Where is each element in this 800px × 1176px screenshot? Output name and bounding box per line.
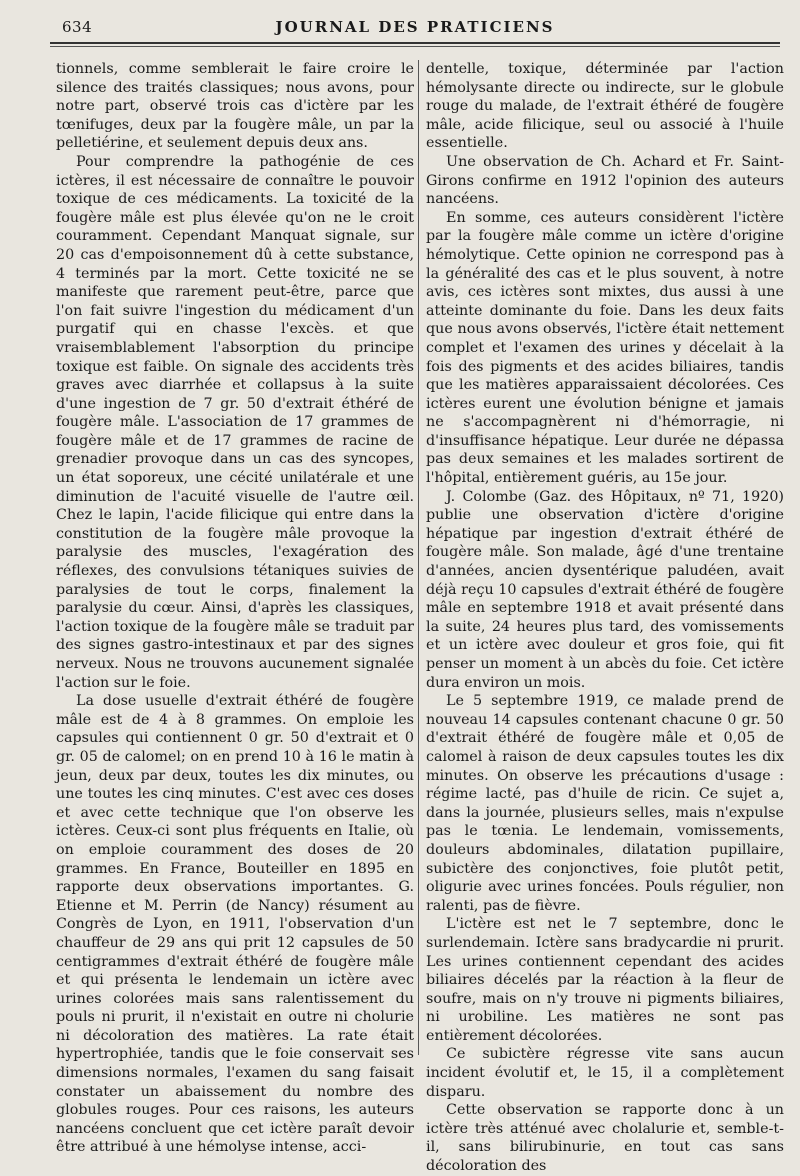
- left-column: [56, 60, 414, 1157]
- page-number: 634: [62, 18, 93, 36]
- paragraph: Une observation de Ch. Achard et Fr. Saint-Girons confirme en 1912 l'opinion des auteurs nancéens.: [426, 153, 784, 208]
- column-divider: [418, 60, 419, 1055]
- journal-title: JOURNAL DES PRATICIENS: [275, 18, 555, 36]
- header-rule: [50, 42, 780, 44]
- paragraph: L'ictère est net le 7 septembre, donc le surlendemain. Ictère sans bradycardie ni prurit. Les urines contiennent cependant des acides biliaires décelés par la réaction à la fleur de soufre, mais on n'y trouve ni pigments biliaires, ni urobiline. Les matières ne sont pas entièrement décolorées.: [426, 916, 784, 1044]
- paragraph: La dose usuelle d'extrait éthéré de fougère mâle est de 4 à 8 grammes. On emploie les capsules qui contiennent 0 gr. 50 d'extrait et 0 gr. 05 de calomel; on en prend 10 à 16 le matin à jeun, deux par deux, toutes les dix minutes, ou une toutes les cinq minutes. C'est avec ces doses et avec cette technique que l'on observe les ictères. Ceux-ci sont plus fréquents en Italie, où on emploie couramment des doses de 20 grammes. En France, Bouteiller en 1895 en rapporte deux observations importantes. G. Etienne et M. Perrin (de Nancy) résument au Congrès de Lyon, en 1911, l'observation d'un chauffeur de 29 ans qui prit 12 capsules de 50 centigrammes d'extrait éthéré de fougère mâle et qui présenta le lendemain un ictère avec urines colorées mais sans ralentissement du pouls ni prurit, il n'existait en outre ni cholurie ni décoloration des matières. La rate était hypertrophiée, tandis que le foie conservait ses dimensions normales, l'examen du sang faisait constater un abaissement du nombre des globules rouges. Pour ces raisons, les auteurs nancéens concluent que cet ictère paraît devoir être attribué à une hémolyse intense, acci-: [56, 693, 414, 1156]
- paragraph: Ce subictère régresse vite sans aucun incident évolutif et, le 15, il a complètement disparu.: [426, 1046, 784, 1100]
- paragraph: dentelle, toxique, déterminée par l'action hémolysante directe ou indirecte, sur le globule rouge du malade, de l'extrait éthéré de fougère mâle, acide filicique, seul ou associé à l'huile essentielle.: [426, 61, 784, 152]
- paragraph: Le 5 septembre 1919, ce malade prend de nouveau 14 capsules contenant chacune 0 gr. 50 d'extrait éthéré de fougère mâle et 0,05 de calomel à raison de deux capsules toutes les dix minutes. On observe les précautions d'usage : régime lacté, pas d'huile de ricin. Ce sujet a, dans la journée, plusieurs selles, mais n'expulse pas le tœnia. Le lendemain, vomissements, douleurs abdominales, dilatation pupillaire, subictère des conjonctives, foie plutôt petit, oligurie avec urines foncées. Pouls régulier, non ralenti, pas de fièvre.: [426, 693, 784, 914]
- page-header: [50, 18, 780, 42]
- paragraph: tionnels, comme semblerait le faire croire le silence des traités classiques; nous avons, pour notre part, observé trois cas d'ictère par les tœnifuges, deux par la fougère mâle, un par la pelletiérine, et seulement depuis deux ans.: [56, 61, 414, 152]
- paragraph: En somme, ces auteurs considèrent l'ictère par la fougère mâle comme un ictère d'origine hémolytique. Cette opinion ne correspond pas à la généralité des cas et le plus souvent, à notre avis, ces ictères sont mixtes, dus aussi à une atteinte dominante du foie. Dans les deux faits que nous avons observés, l'ictère était nettement complet et l'examen des urines y décelait à la fois des pigments et des acides biliaires, tandis que les matières apparaissaient décolorées. Ces ictères eurent une évolution bénigne et jamais ne s'accompagnèrent ni d'hémorragie, ni d'insuffisance hépatique. Leur durée ne dépassa pas deux semaines et les malades sortirent de l'hôpital, entièrement guéris, au 15e jour.: [426, 209, 784, 487]
- paragraph: Cette observation se rapporte donc à un ictère très atténué avec cholalurie et, semble-t-il, sans bilirubinurie, en tout cas sans décoloration des: [426, 1102, 784, 1175]
- paragraph: Pour comprendre la pathogénie de ces ictères, il est nécessaire de connaître le pouvoir toxique de ces médicaments. La toxicité de la fougère mâle est plus élevée qu'on ne le croit couramment. Cependant Manquat signale, sur 20 cas d'empoisonnement dû à cette substance, 4 terminés par la mort. Cette toxicité ne se manifeste que rarement peut-être, parce que l'on fait suivre l'ingestion du médicament d'un purgatif qui en chasse l'excès. et que vraisemblablement l'absorption du principe toxique est faible. On signale des accidents très graves avec diarrhée et collapsus à la suite d'une ingestion de 7 gr. 50 d'extrait éthéré de fougère mâle. L'association de 17 grammes de fougère mâle et de 17 grammes de racine de grenadier provoque dans un cas des syncopes, un état soporeux, une cécité unilatérale et une diminution de l'acuité visuelle de l'autre œil. Chez le lapin, l'acide filicique qui entre dans la constitution de la fougère mâle provoque la paralysie des muscles, l'exagération des réflexes, des convulsions tétaniques suivies de paralysies de tout le corps, finalement la paralysie du cœur. Ainsi, d'après les classiques, l'action toxique de la fougère mâle se traduit par des signes gastro-intestinaux et par des signes nerveux. Nous ne trouvons aucunement signalée l'action sur le foie.: [56, 153, 414, 691]
- header-rule-thin: [50, 46, 780, 47]
- paragraph: J. Colombe (Gaz. des Hôpitaux, nº 71, 1920) publie une observation d'ictère d'origine hépatique par ingestion d'extrait éthéré de fougère mâle. Son malade, âgé d'une trentaine d'années, ancien dysentérique paludéen, avait déjà reçu 10 capsules d'extrait éthéré de fougère mâle en septembre 1918 et avait présenté dans la suite, 24 heures plus tard, des vomissements et un ictère avec douleur et gros foie, qui fit penser un moment à un abcès du foie. Cet ictère dura environ un mois.: [426, 488, 784, 691]
- right-column: [426, 60, 784, 1176]
